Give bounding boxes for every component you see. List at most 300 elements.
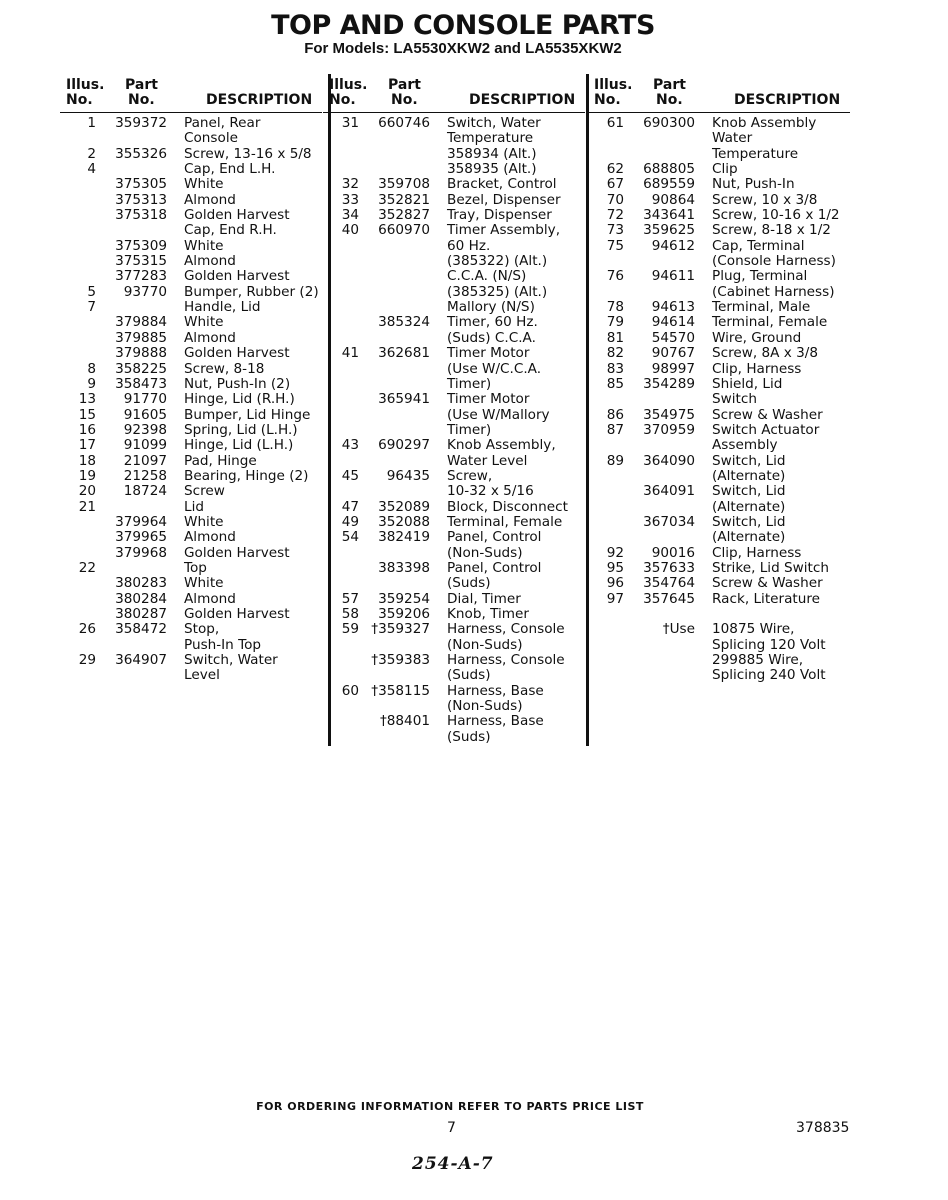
part-description: Almond [184, 253, 236, 270]
table-row [323, 561, 585, 576]
table-row [60, 331, 322, 346]
part-number: 92398 [123, 421, 167, 438]
part-number: 352821 [378, 191, 430, 208]
part-description: Switch, Lid [712, 452, 786, 469]
illus-header: No. [66, 92, 93, 108]
part-description: Switch, Water [447, 115, 541, 131]
part-header: Part [653, 77, 686, 93]
part-description: Terminal, Male [712, 299, 811, 316]
table-row [323, 223, 585, 238]
table-row [588, 193, 850, 208]
part-description: Block, Disconnect [447, 498, 568, 515]
parts-column-3 [588, 76, 850, 684]
table-row [323, 269, 585, 284]
part-description: Screw & Washer [712, 406, 823, 423]
part-description: 299885 Wire, [712, 652, 804, 669]
part-description: Wire, Ground [712, 329, 802, 346]
table-row [588, 269, 850, 284]
part-number: 364907 [115, 652, 167, 669]
table-row [323, 315, 585, 330]
illus-number: 62 [606, 161, 624, 178]
table-row [588, 177, 850, 192]
illus-number: 34 [341, 207, 359, 224]
illus-number: 45 [341, 467, 359, 484]
description-header: DESCRIPTION [206, 92, 313, 108]
part-number: 367034 [643, 513, 695, 530]
part-number: 359625 [643, 222, 695, 239]
part-description: Timer) [447, 375, 492, 392]
illus-number: 59 [341, 621, 359, 638]
illus-number: 89 [606, 452, 624, 469]
part-number: 354975 [643, 406, 695, 423]
illus-number: 58 [341, 606, 359, 622]
part-description: Almond [184, 590, 236, 607]
table-row [323, 116, 585, 131]
illus-number: 21 [78, 498, 96, 515]
part-description: Harness, Console [447, 652, 565, 669]
illus-header: No. [329, 92, 356, 108]
part-number: 377283 [115, 268, 167, 285]
part-description: Bumper, Lid Hinge [184, 406, 311, 423]
table-row [588, 592, 850, 607]
part-description: (385325) (Alt.) [447, 283, 548, 300]
table-row [323, 254, 585, 269]
part-description: Bracket, Control [447, 176, 557, 193]
table-row [60, 131, 322, 146]
table-row [323, 408, 585, 423]
illus-number: 31 [341, 115, 359, 131]
part-number: 91770 [123, 391, 167, 408]
part-number: 352088 [378, 513, 430, 530]
illus-number: 47 [341, 498, 359, 515]
table-row [60, 638, 322, 653]
table-row [588, 392, 850, 407]
table-row [323, 576, 585, 591]
table-row [60, 315, 322, 330]
part-description: Mallory (N/S) [447, 299, 535, 316]
part-description: 60 Hz. [447, 237, 491, 254]
handwritten-note: 254-A-7 [412, 1154, 494, 1174]
illus-number: 40 [341, 222, 359, 239]
illus-number: 20 [78, 483, 96, 500]
table-row [323, 300, 585, 315]
part-number: †88401 [379, 713, 430, 730]
part-number: 359254 [378, 590, 430, 607]
part-description: Harness, Base [447, 713, 544, 730]
illus-number: 83 [606, 360, 624, 377]
part-number: 379965 [115, 529, 167, 546]
part-description: (Alternate) [712, 498, 786, 515]
table-row [588, 300, 850, 315]
part-number: 354764 [643, 575, 695, 592]
part-number: 382419 [378, 529, 430, 546]
table-row [323, 638, 585, 653]
illus-number: 43 [341, 437, 359, 454]
part-number: 660746 [378, 115, 430, 131]
table-row [323, 177, 585, 192]
part-description: Screw, 10-16 x 1/2 [712, 207, 840, 224]
illus-number: 81 [606, 329, 624, 346]
part-description: Bearing, Hinge (2) [184, 467, 309, 484]
part-number: 98997 [651, 360, 695, 377]
part-description: White [184, 513, 224, 530]
part-description: Top [184, 559, 207, 576]
part-number: 375313 [115, 191, 167, 208]
illus-header: Illus. [594, 77, 633, 93]
illus-number: 60 [341, 682, 359, 699]
part-number: 379888 [115, 345, 167, 362]
part-description: Tray, Dispenser [447, 207, 552, 224]
part-description: (Suds) [447, 667, 491, 684]
part-number: 375315 [115, 253, 167, 270]
illus-number: 22 [78, 559, 96, 576]
part-description: Golden Harvest [184, 207, 290, 224]
table-row [323, 730, 585, 745]
part-description: White [184, 176, 224, 193]
table-row [60, 362, 322, 377]
table-row [588, 622, 850, 637]
table-row [60, 622, 322, 637]
illus-number: 16 [78, 421, 96, 438]
table-row [323, 285, 585, 300]
part-number: 385324 [378, 314, 430, 331]
part-description: (Alternate) [712, 467, 786, 484]
part-description: 358934 (Alt.) [447, 145, 537, 162]
part-description: Timer Motor [447, 345, 530, 362]
column-header [323, 76, 585, 113]
part-description: (Non-Suds) [447, 636, 523, 653]
part-number: 364091 [643, 483, 695, 500]
illus-number: 79 [606, 314, 624, 331]
part-description: Panel, Control [447, 559, 542, 576]
part-number: 93770 [123, 283, 167, 300]
table-row [60, 454, 322, 469]
part-description: Switch, Lid [712, 483, 786, 500]
part-description: Stop, [184, 621, 220, 638]
page-title: TOP AND CONSOLE PARTS [271, 10, 655, 41]
part-header: No. [128, 92, 155, 108]
part-number: 91605 [123, 406, 167, 423]
part-number: 375305 [115, 176, 167, 193]
table-row [323, 193, 585, 208]
table-row [60, 346, 322, 361]
illus-number: 8 [87, 360, 96, 377]
illus-number: 96 [606, 575, 624, 592]
part-description: Water Level [447, 452, 528, 469]
table-row [588, 254, 850, 269]
part-description: Terminal, Female [712, 314, 828, 331]
part-description: Hinge, Lid (L.H.) [184, 437, 294, 454]
table-row [323, 438, 585, 453]
part-number: 90864 [651, 191, 695, 208]
table-row [323, 392, 585, 407]
part-number: 355326 [115, 145, 167, 162]
column-header [60, 76, 322, 113]
illus-number: 76 [606, 268, 624, 285]
table-row [588, 500, 850, 515]
part-number: 383398 [378, 559, 430, 576]
table-row [323, 622, 585, 637]
description-header: DESCRIPTION [734, 92, 841, 108]
part-number: 370959 [643, 421, 695, 438]
table-row [60, 408, 322, 423]
part-number: 94612 [651, 237, 695, 254]
part-number: 380287 [115, 606, 167, 622]
table-row [588, 484, 850, 499]
part-header: No. [656, 92, 683, 108]
table-row [323, 668, 585, 683]
table-row [588, 315, 850, 330]
illus-number: 73 [606, 222, 624, 239]
part-header: Part [388, 77, 421, 93]
part-number: 21258 [123, 467, 167, 484]
part-description: Handle, Lid [184, 299, 261, 316]
table-row [60, 147, 322, 162]
table-row [60, 193, 322, 208]
part-description: 358935 (Alt.) [447, 161, 537, 178]
part-description: Clip, Harness [712, 544, 802, 561]
part-number: 359708 [378, 176, 430, 193]
illus-number: 72 [606, 207, 624, 224]
illus-number: 33 [341, 191, 359, 208]
part-description: Temperature [447, 130, 534, 147]
part-number: †358115 [371, 682, 430, 699]
part-number: 54570 [651, 329, 695, 346]
part-description: Panel, Control [447, 529, 542, 546]
part-description: Screw, [447, 467, 493, 484]
part-description: 10875 Wire, [712, 621, 795, 638]
description-header: DESCRIPTION [469, 92, 576, 108]
part-header: No. [391, 92, 418, 108]
illus-number: 17 [78, 437, 96, 454]
table-row [323, 346, 585, 361]
part-number: 343641 [643, 207, 695, 224]
table-row [588, 653, 850, 668]
part-description: (Alternate) [712, 529, 786, 546]
table-row [323, 699, 585, 714]
part-description: Switch, Water [184, 652, 278, 669]
table-row [323, 131, 585, 146]
part-number: 380283 [115, 575, 167, 592]
part-description: Clip, Harness [712, 360, 802, 377]
table-row [588, 546, 850, 561]
table-row [323, 362, 585, 377]
part-description: Cap, End L.H. [184, 161, 276, 178]
table-row [323, 714, 585, 729]
document-number: 378835 [796, 1120, 850, 1136]
table-row [588, 668, 850, 683]
part-number: †359383 [371, 652, 430, 669]
illus-number: 97 [606, 590, 624, 607]
part-description: 10-32 x 5/16 [447, 483, 534, 500]
illus-number: 54 [341, 529, 359, 546]
part-number: 362681 [378, 345, 430, 362]
part-description: Hinge, Lid (R.H.) [184, 391, 295, 408]
table-row [323, 592, 585, 607]
part-description: Screw, 10 x 3/8 [712, 191, 818, 208]
illus-number: 70 [606, 191, 624, 208]
models-subtitle: For Models: LA5530XKW2 and LA5535XKW2 [304, 40, 622, 57]
table-row [588, 607, 850, 622]
part-description: Shield, Lid [712, 375, 783, 392]
part-description: (Suds) C.C.A. [447, 329, 536, 346]
table-row [323, 500, 585, 515]
table-row [60, 668, 322, 683]
table-row [60, 239, 322, 254]
part-number: 94613 [651, 299, 695, 316]
table-row [588, 576, 850, 591]
part-description: Panel, Rear [184, 115, 261, 131]
table-row [60, 576, 322, 591]
illus-number: 57 [341, 590, 359, 607]
table-row [60, 254, 322, 269]
part-description: Console [184, 130, 238, 147]
part-description: (Non-Suds) [447, 698, 523, 715]
illus-number: 7 [87, 299, 96, 316]
table-row [323, 377, 585, 392]
part-number: 358472 [115, 621, 167, 638]
illus-number: 86 [606, 406, 624, 423]
part-description: Timer Assembly, [447, 222, 561, 239]
part-description: White [184, 314, 224, 331]
table-row [60, 515, 322, 530]
part-description: White [184, 575, 224, 592]
table-row [588, 423, 850, 438]
table-row [588, 285, 850, 300]
table-row [60, 423, 322, 438]
part-description: (Console Harness) [712, 253, 836, 270]
illus-number: 75 [606, 237, 624, 254]
table-row [588, 147, 850, 162]
parts-column-1 [60, 76, 322, 684]
part-description: Water [712, 130, 753, 147]
illus-number: 15 [78, 406, 96, 423]
table-row [60, 469, 322, 484]
table-row [588, 561, 850, 576]
table-row [60, 177, 322, 192]
part-number: †359327 [371, 621, 430, 638]
part-number: 18724 [123, 483, 167, 500]
table-row [323, 162, 585, 177]
part-description: Splicing 240 Volt [712, 667, 826, 684]
part-description: Screw & Washer [712, 575, 823, 592]
table-row [60, 300, 322, 315]
table-row [60, 208, 322, 223]
column-header [588, 76, 850, 113]
part-number: 689559 [643, 176, 695, 193]
table-row [588, 530, 850, 545]
table-row [323, 147, 585, 162]
table-row [323, 515, 585, 530]
part-description: White [184, 237, 224, 254]
illus-number: 49 [341, 513, 359, 530]
part-description: Harness, Base [447, 682, 544, 699]
table-row [60, 561, 322, 576]
ordering-note: FOR ORDERING INFORMATION REFER TO PARTS PRICE LIST [256, 1100, 644, 1113]
part-description: Strike, Lid Switch [712, 559, 829, 576]
table-row [60, 223, 322, 238]
part-number: 359206 [378, 606, 430, 622]
part-number: 380284 [115, 590, 167, 607]
part-description: (Suds) [447, 728, 491, 745]
part-number: 352827 [378, 207, 430, 224]
part-number: 359372 [115, 115, 167, 131]
illus-header: Illus. [329, 77, 368, 93]
part-description: Lid [184, 498, 204, 515]
part-description: Golden Harvest [184, 345, 290, 362]
table-row [588, 208, 850, 223]
parts-column-2 [323, 76, 585, 745]
part-description: Rack, Literature [712, 590, 821, 607]
illus-number: 29 [78, 652, 96, 669]
part-description: Pad, Hinge [184, 452, 257, 469]
table-row [323, 653, 585, 668]
table-row [588, 438, 850, 453]
illus-number: 92 [606, 544, 624, 561]
illus-number: 13 [78, 391, 96, 408]
illus-number: 67 [606, 176, 624, 193]
table-row [60, 607, 322, 622]
table-row [60, 162, 322, 177]
table-row [588, 331, 850, 346]
part-number: 660970 [378, 222, 430, 239]
table-row [60, 116, 322, 131]
illus-number: 61 [606, 115, 624, 131]
table-row [588, 239, 850, 254]
table-row [323, 423, 585, 438]
part-number: 375309 [115, 237, 167, 254]
part-description: Knob, Timer [447, 606, 529, 622]
part-description: Timer Motor [447, 391, 530, 408]
page-number: 7 [447, 1120, 456, 1136]
table-row [60, 592, 322, 607]
part-description: Almond [184, 191, 236, 208]
part-description: Spring, Lid (L.H.) [184, 421, 298, 438]
table-row [60, 530, 322, 545]
table-row [323, 239, 585, 254]
table-row [60, 438, 322, 453]
table-row [588, 377, 850, 392]
part-description: (Non-Suds) [447, 544, 523, 561]
part-description: Timer, 60 Hz. [447, 314, 538, 331]
illus-number: 82 [606, 345, 624, 362]
illus-number: 95 [606, 559, 624, 576]
part-number: 352089 [378, 498, 430, 515]
table-row [60, 546, 322, 561]
part-description: (Cabinet Harness) [712, 283, 835, 300]
table-row [323, 208, 585, 223]
part-description: Assembly [712, 437, 778, 454]
table-row [60, 377, 322, 392]
table-row [323, 469, 585, 484]
table-row [323, 607, 585, 622]
part-description: Terminal, Female [447, 513, 563, 530]
table-row [588, 131, 850, 146]
table-row [588, 469, 850, 484]
illus-number: 87 [606, 421, 624, 438]
part-description: Switch, Lid [712, 513, 786, 530]
illus-number: 18 [78, 452, 96, 469]
table-row [323, 331, 585, 346]
table-row [323, 530, 585, 545]
illus-number: 9 [87, 375, 96, 392]
part-description: Knob Assembly [712, 115, 817, 131]
part-description: (Suds) [447, 575, 491, 592]
part-description: Cap, Terminal [712, 237, 805, 254]
part-number: 690297 [378, 437, 430, 454]
part-description: Screw, 13-16 x 5/8 [184, 145, 312, 162]
part-number: 690300 [643, 115, 695, 131]
